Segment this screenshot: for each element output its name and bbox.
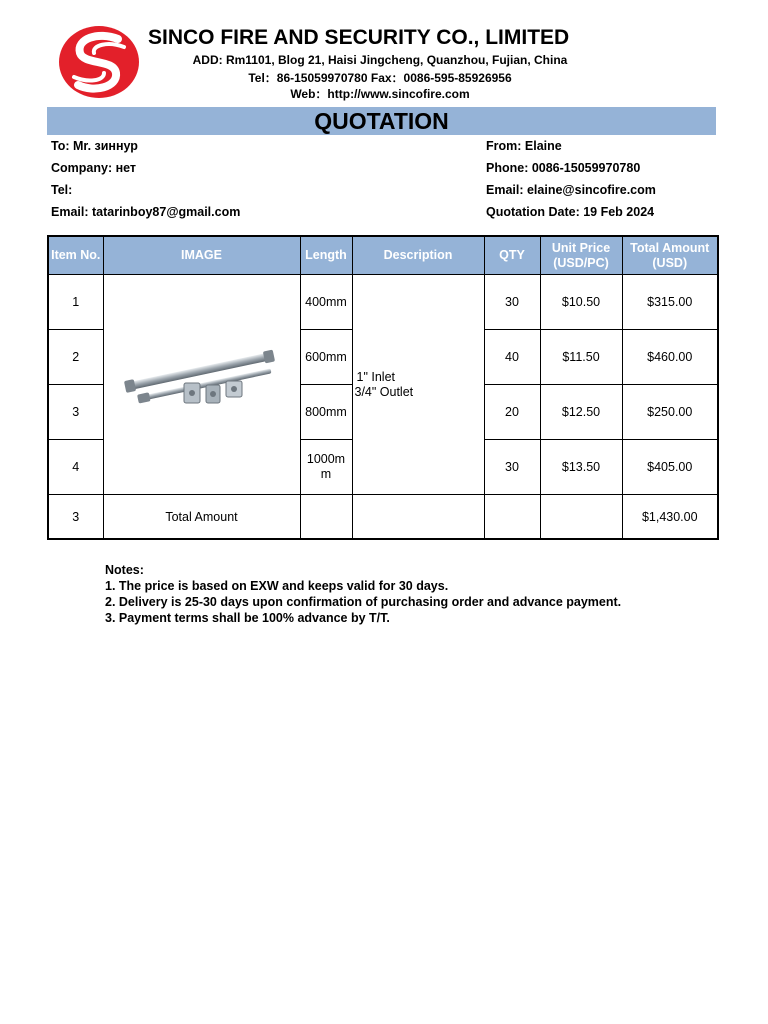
to-tel: Tel: (51, 183, 73, 197)
description-line1: 1" Inlet (356, 369, 395, 384)
item-length-line1: 1000m (306, 452, 346, 466)
description-line2: 3/4" Outlet (354, 384, 414, 399)
notes-title: Notes: (105, 563, 144, 577)
header-total-line1: Total Amount (630, 240, 710, 255)
item-unit-price: $13.50 (540, 440, 622, 495)
item-total: $250.00 (622, 385, 718, 440)
table-row (48, 275, 718, 330)
item-length: 400mm (300, 275, 352, 330)
quotation-date: Quotation Date: 19 Feb 2024 (486, 205, 655, 219)
header-total-amount (622, 236, 718, 275)
item-unit-price: $12.50 (540, 385, 622, 440)
from-name: From: Elaine (486, 139, 562, 153)
item-qty: 30 (484, 275, 540, 330)
note-1: 1. The price is based on EXW and keeps valid for 30 days. (105, 579, 449, 593)
item-no: 4 (48, 440, 103, 495)
item-no: 3 (48, 385, 103, 440)
item-length: 600mm (300, 330, 352, 385)
header-length: Length (300, 236, 352, 275)
item-qty: 30 (484, 440, 540, 495)
note-2: 2. Delivery is 25-30 days upon confirmation of purchasing order and advance payment. (105, 595, 622, 609)
item-total: $405.00 (622, 440, 718, 495)
header-unit-price-line1: Unit Price (551, 240, 611, 255)
company-tel-fax: Tel：86-15059970780 Fax：0086-595-85926956 (248, 71, 512, 85)
grand-total: $1,430.00 (622, 495, 718, 540)
item-total: $460.00 (622, 330, 718, 385)
company-name: SINCO FIRE AND SECURITY CO., LIMITED (148, 26, 570, 49)
header-unit-price (540, 236, 622, 275)
header-description: Description (352, 236, 484, 275)
from-email: Email: elaine@sincofire.com (486, 183, 656, 197)
quotation-table (47, 235, 719, 540)
header-item-no: Item No. (48, 236, 103, 275)
header-unit-price-line2: (USD/PC) (553, 255, 609, 270)
item-description (352, 275, 484, 495)
item-length-line2: m (320, 467, 332, 481)
item-no: 2 (48, 330, 103, 385)
company-web: Web：http://www.sincofire.com (290, 87, 470, 101)
item-unit-price: $11.50 (540, 330, 622, 385)
total-qty-empty (484, 495, 540, 540)
to-company: Company: нет (51, 161, 137, 175)
from-phone: Phone: 0086-15059970780 (486, 161, 641, 175)
item-qty: 40 (484, 330, 540, 385)
item-no: 1 (48, 275, 103, 330)
total-description-empty (352, 495, 484, 540)
item-length (300, 440, 352, 495)
note-3: 3. Payment terms shall be 100% advance by T/T. (105, 611, 390, 625)
to-email: Email: tatarinboy87@gmail.com (51, 205, 241, 219)
item-qty: 20 (484, 385, 540, 440)
total-label: Total Amount (103, 495, 300, 540)
item-length: 800mm (300, 385, 352, 440)
header-qty: QTY (484, 236, 540, 275)
total-length-empty (300, 495, 352, 540)
notes (105, 562, 621, 626)
item-total: $315.00 (622, 275, 718, 330)
product-image (103, 275, 300, 495)
product-photo (122, 343, 282, 423)
total-item-no: 3 (48, 495, 103, 540)
quotation-title: QUOTATION (47, 107, 716, 135)
header-total-line2: (USD) (652, 255, 688, 270)
to-name: To: Mr. зиннур (51, 139, 138, 153)
total-row (48, 495, 718, 540)
table-header-row (48, 236, 718, 275)
company-address: ADD: Rm1101, Blog 21, Haisi Jingcheng, Quanzhou, Fujian, China (192, 53, 568, 67)
total-unit-price-empty (540, 495, 622, 540)
item-unit-price: $10.50 (540, 275, 622, 330)
header-image: IMAGE (103, 236, 300, 275)
